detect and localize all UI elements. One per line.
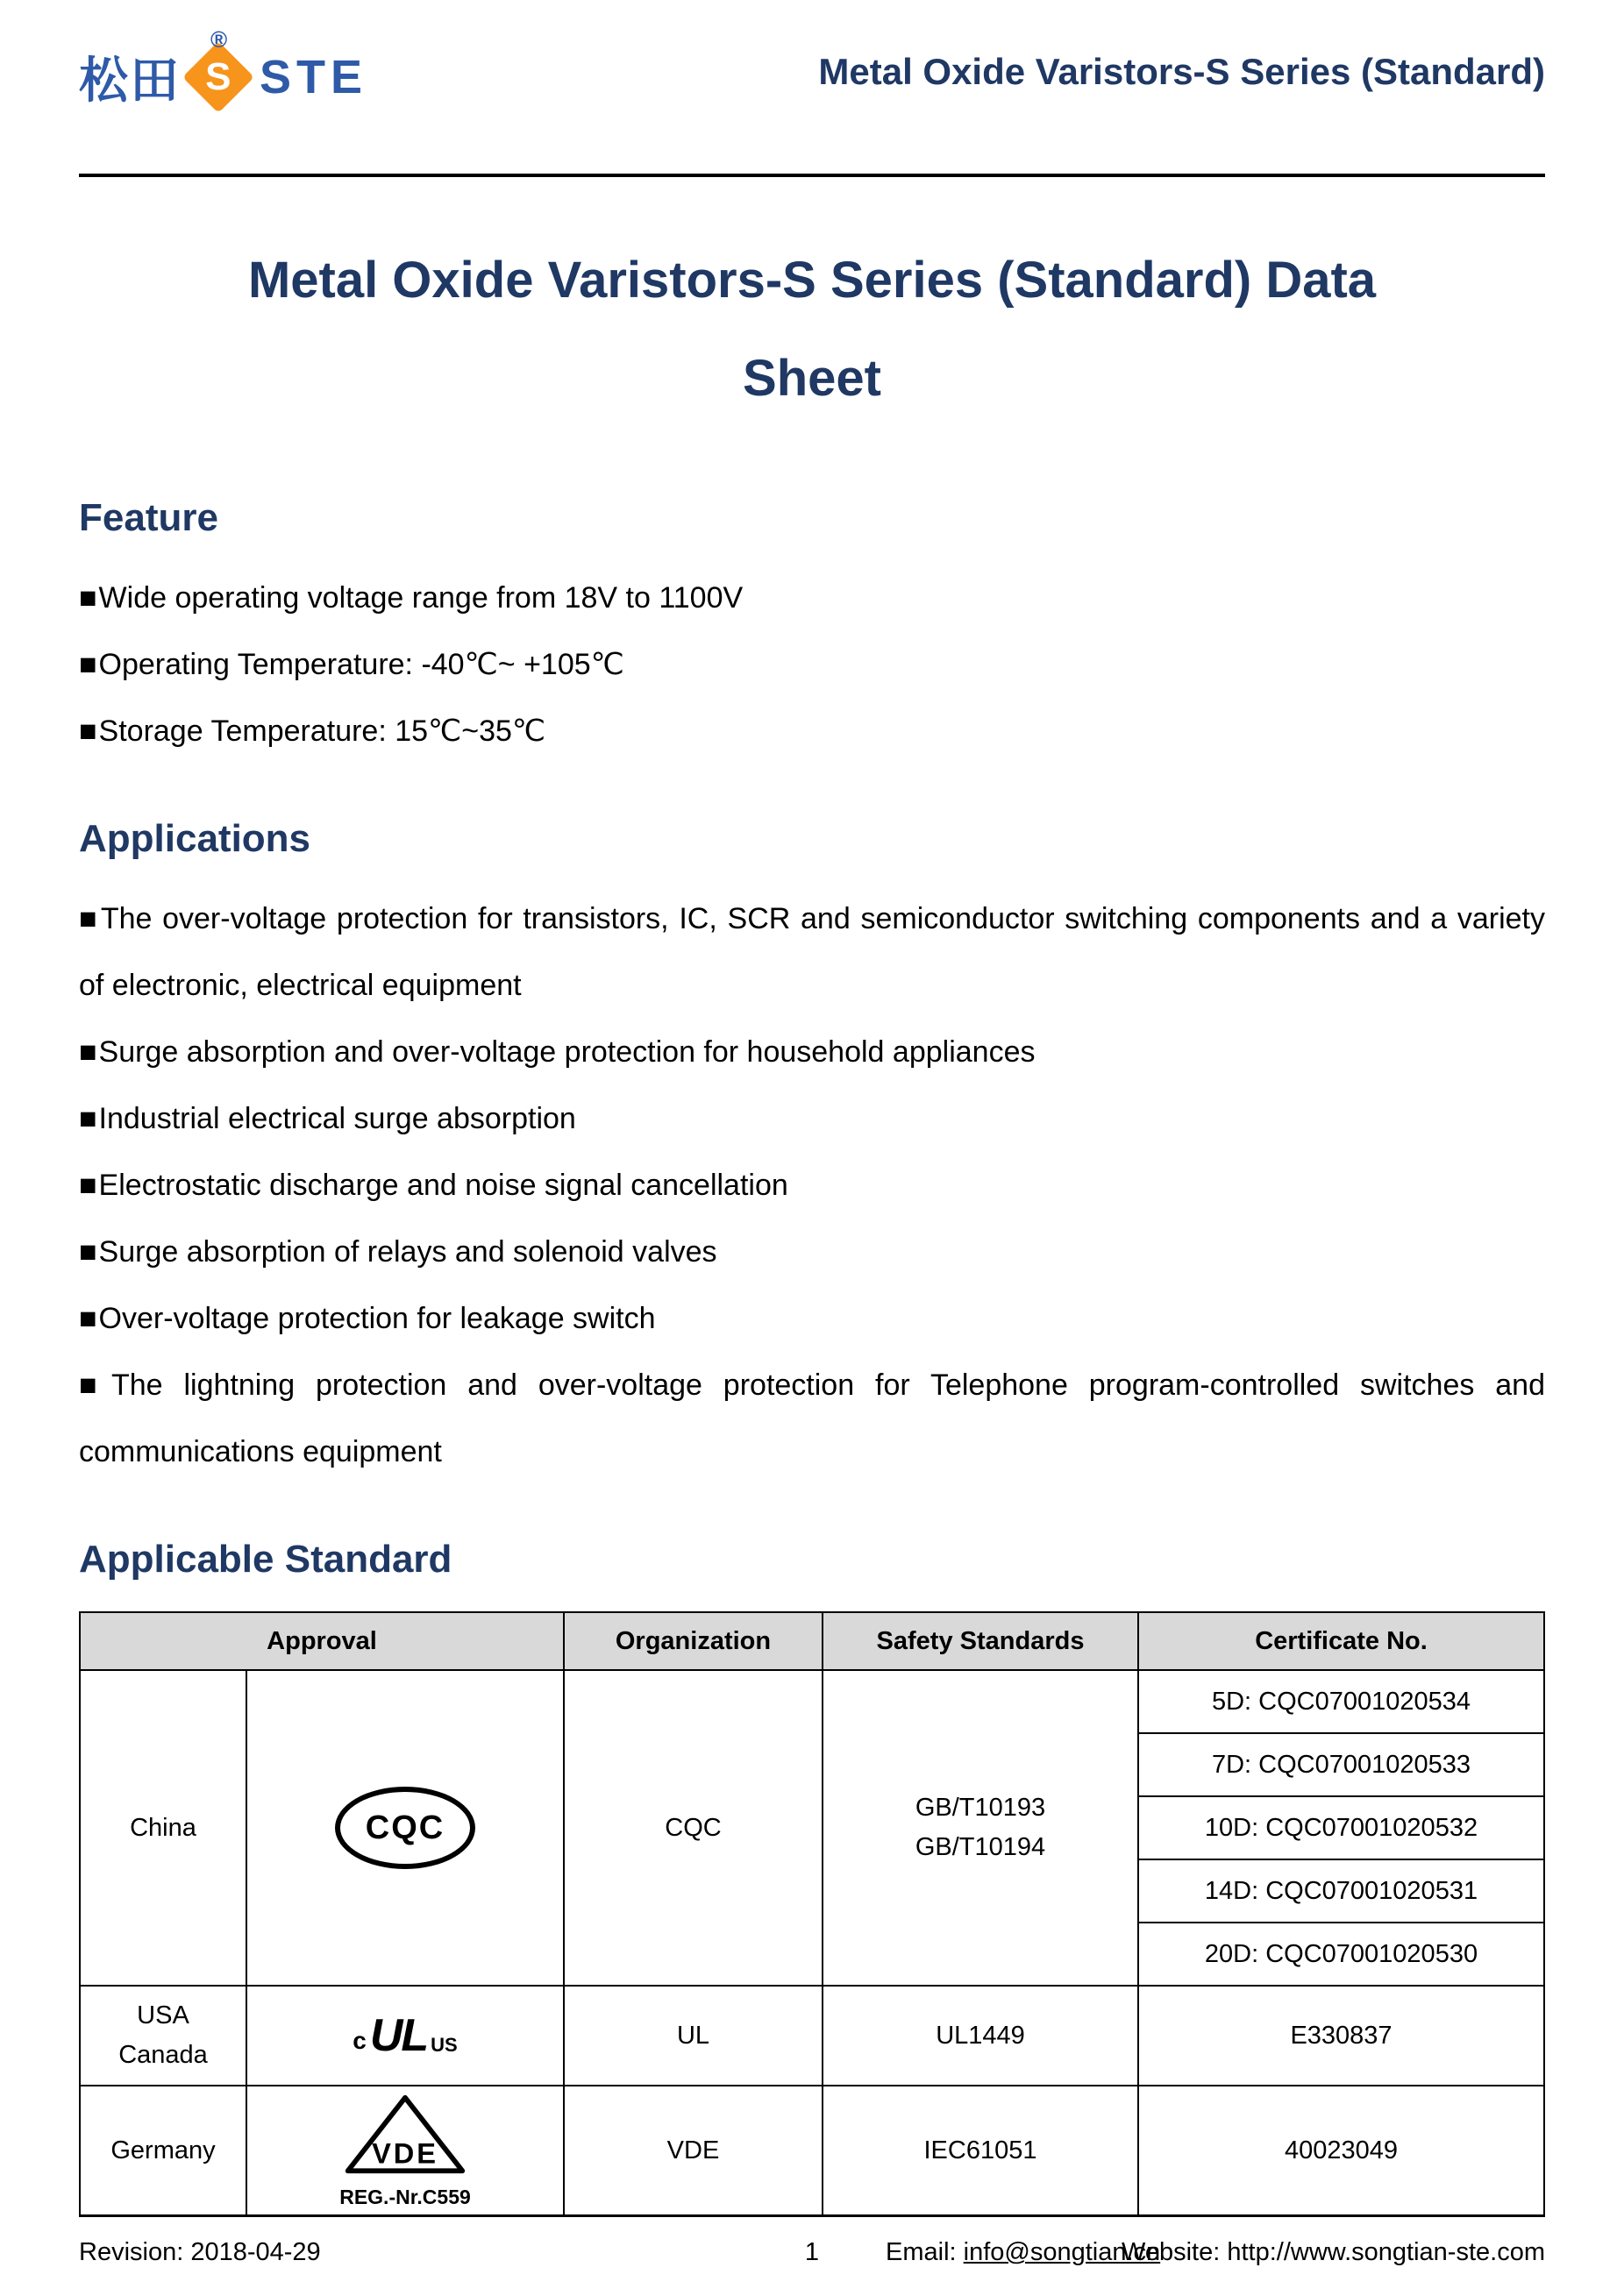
- certificate-cell: 14D: CQC07001020531: [1138, 1859, 1544, 1923]
- certificate-cell: 7D: CQC07001020533: [1138, 1733, 1544, 1796]
- organization-cell: VDE: [564, 2086, 823, 2216]
- bullet-square-icon: ■: [79, 581, 97, 615]
- certificate-cell: 10D: CQC07001020532: [1138, 1796, 1544, 1859]
- applicable-standard-table: [79, 1611, 1545, 2217]
- organization-cell: UL: [564, 1986, 823, 2086]
- email-line: [886, 2238, 1160, 2267]
- country-line: Canada: [118, 2041, 208, 2069]
- application-item: [79, 1352, 1545, 1485]
- feature-item-text: Wide operating voltage range from 18V to 1100V: [98, 581, 744, 615]
- cqc-logo-text: CQC: [365, 1809, 445, 1846]
- registered-trademark-icon: ®: [210, 26, 228, 53]
- bullet-square-icon: ■: [79, 1235, 97, 1269]
- application-item-text: Surge absorption of relays and solenoid valves: [98, 1235, 717, 1269]
- safety-standard-line: GB/T10194: [915, 1833, 1046, 1861]
- feature-item: [79, 631, 1545, 698]
- logo-ste-text: STE: [260, 51, 368, 103]
- applications-heading: Applications: [79, 817, 311, 860]
- application-item-text: The over-voltage protection for transistors, IC, SCR and semiconductor switching components and a variety of electronic, electrical equipment: [79, 902, 1545, 1002]
- bullet-square-icon: ■: [79, 1035, 97, 1069]
- column-header-approval: Approval: [80, 1612, 564, 1670]
- bullet-square-icon: ■: [79, 1102, 97, 1135]
- cqc-logo-cell: [246, 1670, 564, 1986]
- bullet-square-icon: ■: [79, 648, 97, 681]
- organization-cell: CQC: [564, 1670, 823, 1986]
- ul-logo-letters: UL: [369, 2010, 428, 2061]
- country-cell: China: [80, 1670, 246, 1986]
- vde-reg-number: REG.-Nr.C559: [339, 2186, 471, 2208]
- ul-logo-icon: [353, 2010, 458, 2061]
- logo-chinese-text: 松田: [79, 53, 181, 108]
- ul-logo-us: US: [431, 2034, 458, 2056]
- country-cell: [80, 1986, 246, 2086]
- safety-standard-line: GB/T10193: [915, 1794, 1046, 1823]
- table-row-usa-canada: [80, 1986, 1544, 2086]
- application-item: [79, 1285, 1545, 1352]
- application-item-text: The lightning protection and over-voltage protection for Telephone program-controlled switches and communications equipment: [79, 1368, 1545, 1468]
- application-item: [79, 1152, 1545, 1219]
- feature-item-text: Operating Temperature: -40℃~ +105℃: [98, 648, 624, 681]
- document-title: [79, 231, 1545, 428]
- application-item-text: Surge absorption and over-voltage protection for household appliances: [98, 1035, 1036, 1069]
- document-title-line2: Sheet: [743, 350, 881, 407]
- bullet-square-icon: ■: [79, 714, 97, 748]
- email-label: Email:: [886, 2238, 964, 2266]
- ul-logo-c: c: [353, 2027, 367, 2054]
- cqc-logo-icon: [335, 1787, 475, 1869]
- header-title: Metal Oxide Varistors-S Series (Standard): [818, 51, 1545, 92]
- page-number: 1: [804, 2238, 820, 2266]
- vde-logo-cell: [246, 2086, 564, 2216]
- certificate-cell: 40023049: [1138, 2086, 1544, 2216]
- safety-standards-cell: UL1449: [823, 1986, 1138, 2086]
- bullet-square-icon: ■: [79, 1302, 97, 1335]
- table-header-row: [80, 1612, 1544, 1670]
- company-logo: [79, 26, 368, 119]
- application-item-text: Industrial electrical surge absorption: [98, 1102, 576, 1135]
- certificate-cell: 20D: CQC07001020530: [1138, 1923, 1544, 1986]
- revision-text: Revision: 2018-04-29: [79, 2238, 321, 2266]
- bullet-square-icon: ■: [79, 902, 99, 935]
- application-item: [79, 885, 1545, 1019]
- application-item-text: Electrostatic discharge and noise signal cancellation: [98, 1169, 788, 1202]
- column-header-organization: Organization: [564, 1612, 823, 1670]
- feature-heading: Feature: [79, 496, 218, 539]
- vde-logo-text: VDE: [372, 2136, 438, 2170]
- column-header-safety-standards: Safety Standards: [823, 1612, 1138, 1670]
- feature-item: [79, 565, 1545, 631]
- safety-standards-cell: [823, 1670, 1138, 1986]
- ul-logo-cell: [246, 1986, 564, 2086]
- bullet-square-icon: ■: [79, 1169, 97, 1202]
- country-cell: Germany: [80, 2086, 246, 2216]
- applicable-standard-heading: Applicable Standard: [79, 1538, 452, 1581]
- logo-s-letter: S: [205, 54, 231, 98]
- website-text: Website: http://www.songtian-ste.com: [1121, 2238, 1545, 2266]
- country-line: USA: [137, 2001, 189, 2030]
- safety-standards-cell: IEC61051: [823, 2086, 1138, 2216]
- table-row-germany: [80, 2086, 1544, 2216]
- email-link[interactable]: info@songtian.cn: [963, 2238, 1161, 2266]
- table-row-china: [80, 1670, 1544, 1733]
- page-footer: [79, 2214, 1545, 2280]
- application-item: [79, 1219, 1545, 1285]
- application-item: [79, 1019, 1545, 1085]
- bullet-square-icon: ■: [79, 1368, 110, 1402]
- certificate-cell: E330837: [1138, 1986, 1544, 2086]
- column-header-certificate-no: Certificate No.: [1138, 1612, 1544, 1670]
- application-item: [79, 1085, 1545, 1152]
- application-item-text: Over-voltage protection for leakage switch: [98, 1302, 656, 1335]
- feature-item: [79, 698, 1545, 764]
- page-header: [79, 0, 1545, 177]
- feature-item-text: Storage Temperature: 15℃~35℃: [98, 714, 546, 748]
- certificate-cell: 5D: CQC07001020534: [1138, 1670, 1544, 1733]
- vde-logo-icon: [339, 2093, 471, 2184]
- document-title-line1: Metal Oxide Varistors-S Series (Standard) Data: [247, 252, 1377, 309]
